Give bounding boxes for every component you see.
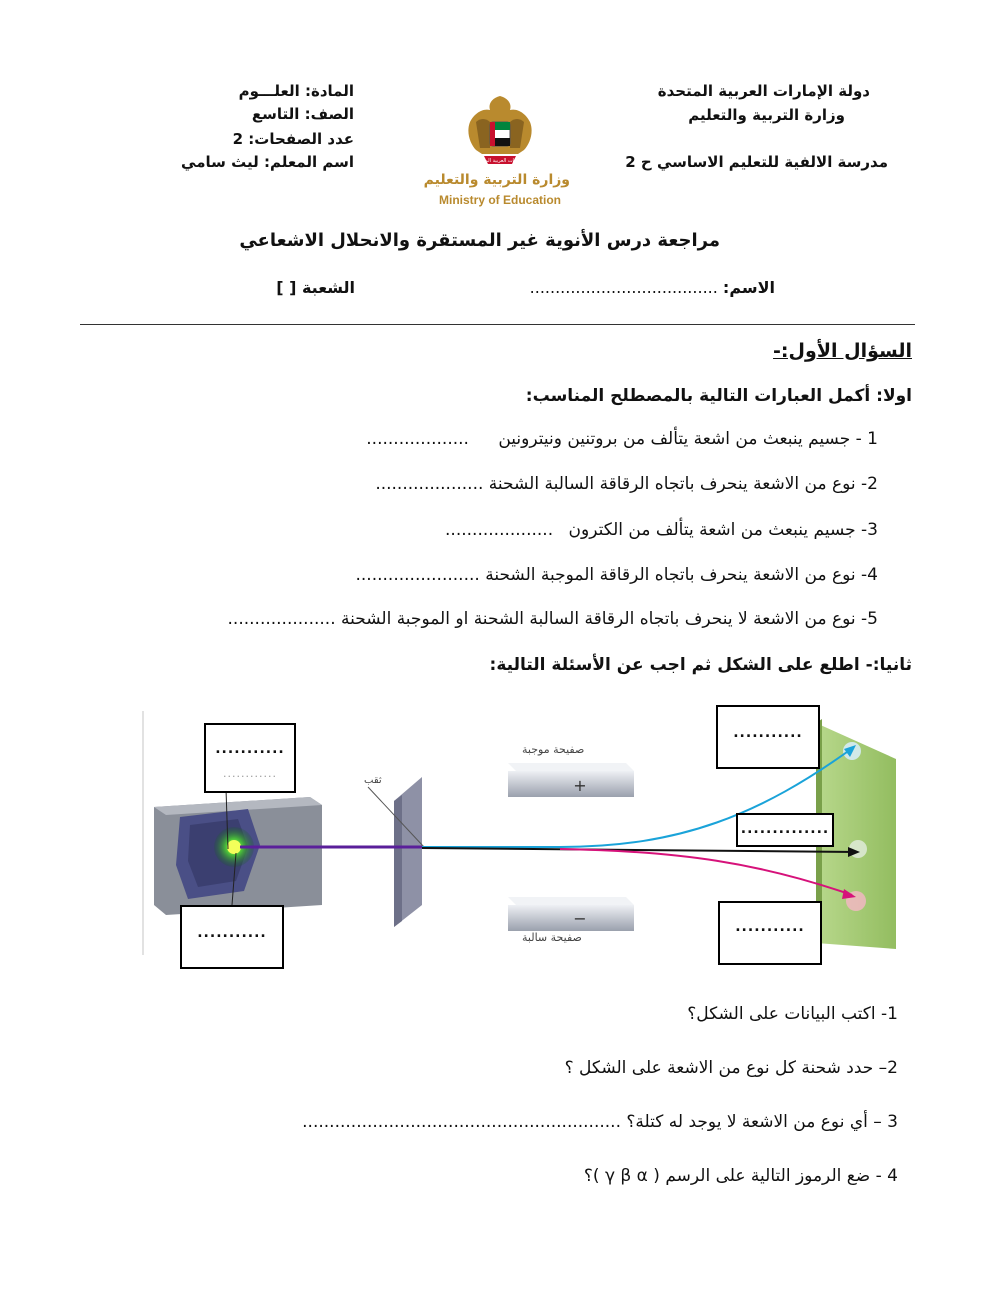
header-divider [80,324,915,325]
q1-item-4 [356,565,879,585]
answer-box-middle-right[interactable] [736,813,834,847]
q1-item-blank[interactable]: ....................... [355,565,480,585]
header-country: دولة الإمارات العربية المتحدة [657,82,870,100]
student-section-field[interactable]: الشعبة [ ] [276,278,355,297]
q2-question-blank[interactable]: ........................................................... [302,1112,621,1132]
q2-question-4: 4 - ضع الرموز التالية على الرسم ( γ β α )؟ [583,1166,898,1186]
header-teacher: اسم المعلم: ليث سامي [181,153,354,171]
student-name-field[interactable] [530,278,775,297]
negative-plate [508,897,634,931]
answer-box-dots: ........... [735,919,805,935]
logo-arabic-text: وزارة التربية والتعليم [423,172,570,188]
q1-item-blank[interactable]: .................... [227,609,336,629]
answer-box-dots: ........... [197,925,267,941]
answer-box-top-right[interactable] [716,705,820,769]
q1-item-text: 3- جسيم ينبعث من اشعة يتألف من الكترون [568,520,878,540]
radiation-figure [140,705,900,975]
q1-item-text: 1 - جسيم ينبعث من اشعة يتألف من بروتنين ونيترونين [498,429,878,449]
q1-item-text: 2- نوع من الاشعة ينحرف باتجاه الرقاقة السالبة الشحنة [488,474,878,494]
emblem-banner-text: الإمارات العربية المتحدة [475,158,525,164]
q2-question-1: 1- اكتب البيانات على الشكل؟ [687,1004,898,1024]
q1-heading: السؤال الأول:- [773,340,912,362]
answer-box-dots-light: ............ [223,767,277,780]
q2-question-3 [302,1112,898,1132]
worksheet-title: مراجعة درس الأنوية غير المستقرة والانحلال الاشعاعي [239,230,720,251]
header-school: مدرسة الالفية للتعليم الاساسي ح 2 [625,153,888,171]
plus-sign: + [573,776,587,795]
ministry-logo [423,92,570,212]
plate-positive-label: صفيحة موجبة [522,743,585,756]
student-name-label: الاسم: [722,278,775,297]
slit-label: ثقب [364,775,382,786]
q1-item-blank[interactable]: .................... [375,474,484,494]
q1-item-text: 4- نوع من الاشعة ينحرف باتجاه الرقاقة الموجبة الشحنة [485,565,878,585]
q2-heading: ثانيا:- اطلع على الشكل ثم اجب عن الأسئلة التالية: [489,655,912,675]
q1-item-blank[interactable]: .................... [445,520,554,540]
minus-sign: − [573,909,587,928]
answer-box-dots: ........... [733,725,803,741]
q1-item-blank[interactable]: ................... [366,429,469,449]
plate-negative-label: صفيحة سالبة [522,931,582,944]
q2-question-2: 2– حدد شحنة كل نوع من الاشعة على الشكل ؟ [564,1058,898,1078]
q1-item-5 [228,609,878,629]
q1-item-3 [445,520,878,540]
q2-question-text: 3 – أي نوع من الاشعة لا يوجد له كتلة؟ [626,1112,898,1132]
answer-box-bottom-right[interactable] [718,901,822,965]
q1-item-text: 5- نوع من الاشعة لا ينحرف باتجاه الرقاقة السالبة الشحنة او الموجبة الشحنة [341,609,878,629]
q1-item-2 [375,474,878,494]
answer-box-dots: ........... [215,741,285,757]
header-pages: عدد الصفحات: 2 [232,130,354,148]
q1-subheading: اولا: أكمل العبارات التالية بالمصطلح المناسب: [525,386,912,406]
header-grade: الصف: التاسع [251,105,354,123]
answer-box-top-left[interactable] [204,723,296,793]
header-subject: المادة: العلـــوم [238,82,354,100]
q1-item-1 [366,429,878,449]
positive-plate [508,763,634,797]
answer-box-bottom-left[interactable] [180,905,284,969]
header-ministry: وزارة التربية والتعليم [688,106,845,124]
logo-english-text: Ministry of Education [438,193,561,207]
answer-box-dots: .............. [740,821,830,837]
radioactive-source [154,797,322,915]
student-name-dots: ..................................... [529,278,718,297]
